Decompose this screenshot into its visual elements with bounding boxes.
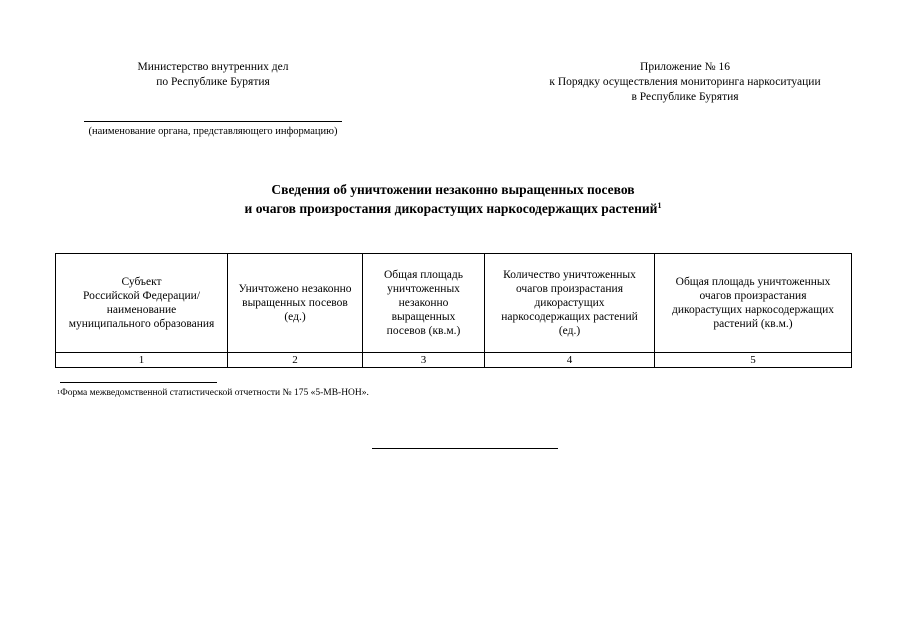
header-crops-area xyxy=(363,254,485,353)
footnote-mark: 1 xyxy=(57,389,61,396)
header-text: очагов произрастания xyxy=(515,283,623,295)
footnote xyxy=(57,387,657,399)
header-text: очагов произрастания xyxy=(699,290,807,302)
end-of-document-line xyxy=(372,448,558,449)
column-number-2: 2 xyxy=(228,353,363,368)
header-text: Российской Федерации/ xyxy=(82,290,201,302)
header-text: муниципального образования xyxy=(68,318,215,330)
table-header-row xyxy=(56,254,852,353)
header-destroyed-foci-count xyxy=(485,254,655,353)
header-destroyed-crops xyxy=(228,254,363,353)
title-footnote-mark: 1 xyxy=(657,201,662,210)
appendix-line-3: в Республике Бурятия xyxy=(631,91,739,103)
document-title xyxy=(60,180,846,218)
title-line-2 xyxy=(60,199,846,218)
organization-line-2: по Республике Бурятия xyxy=(156,76,270,88)
header-text: Уничтожено незаконно xyxy=(238,283,352,295)
appendix-line-1: Приложение № 16 xyxy=(640,61,730,73)
header-text: Общая площадь xyxy=(384,269,463,281)
table-number-row xyxy=(56,353,852,368)
header-text: Субъект xyxy=(121,276,162,288)
header-text: дикорастущих xyxy=(534,297,605,309)
report-table xyxy=(55,253,852,368)
header-text: растений (кв.м.) xyxy=(713,318,793,330)
header-text: незаконно xyxy=(398,297,449,309)
column-number-1: 1 xyxy=(56,353,228,368)
header-text: наименование xyxy=(106,304,177,316)
column-number-5: 5 xyxy=(655,353,852,368)
organization-name-underline xyxy=(84,121,342,122)
header-destroyed-foci-area xyxy=(655,254,852,353)
header-text: посевов (кв.м.) xyxy=(386,325,461,337)
appendix-header xyxy=(520,60,850,105)
column-number-4: 4 xyxy=(485,353,655,368)
header-text: (ед.) xyxy=(558,325,581,337)
header-text: выращенных посевов xyxy=(242,297,348,309)
organization-name-caption: (наименование органа, представляющего информацию) xyxy=(88,126,338,137)
header-text: выращенных xyxy=(391,311,456,323)
appendix-line-2: к Порядку осуществления мониторинга наркоситуации xyxy=(549,76,821,88)
title-line-2-text: и очагов произростания дикорастущих наркосодержащих растений xyxy=(244,201,658,216)
organization-line-1: Министерство внутренних дел xyxy=(137,61,289,73)
header-text: (ед.) xyxy=(284,311,306,323)
organization-header xyxy=(60,60,366,90)
footnote-text: Форма межведомственной статистической отчетности № 175 «5-МВ-НОН». xyxy=(60,388,369,398)
title-line-1: Сведения об уничтожении незаконно выращенных посевов xyxy=(271,182,635,197)
header-text: уничтоженных xyxy=(387,283,460,295)
footnote-separator xyxy=(60,382,217,383)
header-text: Общая площадь уничтоженных xyxy=(675,276,831,288)
header-text: дикорастущих наркосодержащих xyxy=(671,304,835,316)
column-number-3: 3 xyxy=(363,353,485,368)
header-subject xyxy=(56,254,228,353)
header-text: Количество уничтоженных xyxy=(503,269,636,281)
header-text: наркосодержащих растений xyxy=(501,311,638,323)
